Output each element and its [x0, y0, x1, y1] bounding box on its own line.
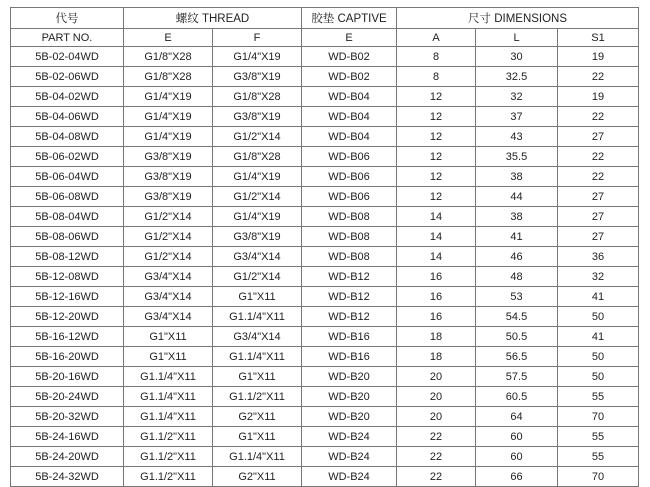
table-row — [11, 347, 639, 367]
cell-thread-e: G1/4"X19 — [124, 127, 213, 147]
cell-s1: 36 — [558, 247, 639, 267]
cell-part-no: 5B-12-20WD — [11, 307, 124, 327]
cell-thread-e: G1/2"X14 — [124, 247, 213, 267]
cell-part-no: 5B-08-06WD — [11, 227, 124, 247]
cell-s1: 41 — [558, 287, 639, 307]
cell-a: 8 — [397, 67, 476, 87]
cell-l: 50.5 — [476, 327, 558, 347]
cell-a: 14 — [397, 247, 476, 267]
cell-s1: 19 — [558, 87, 639, 107]
header-s1: S1 — [558, 29, 639, 47]
cell-thread-e: G1.1/2"X11 — [124, 427, 213, 447]
cell-thread-e: G3/4"X14 — [124, 287, 213, 307]
table-row — [11, 247, 639, 267]
cell-part-no: 5B-04-02WD — [11, 87, 124, 107]
cell-thread-f: G2"X11 — [213, 407, 302, 427]
cell-a: 14 — [397, 207, 476, 227]
cell-thread-f: G1"X11 — [213, 367, 302, 387]
cell-thread-e: G3/4"X14 — [124, 267, 213, 287]
cell-l: 43 — [476, 127, 558, 147]
cell-l: 53 — [476, 287, 558, 307]
table-row — [11, 127, 639, 147]
cell-part-no: 5B-06-08WD — [11, 187, 124, 207]
cell-captive: WD-B12 — [302, 287, 397, 307]
cell-thread-e: G1/4"X19 — [124, 107, 213, 127]
cell-thread-e: G1.1/4"X11 — [124, 387, 213, 407]
cell-a: 12 — [397, 147, 476, 167]
cell-captive: WD-B20 — [302, 367, 397, 387]
cell-part-no: 5B-04-06WD — [11, 107, 124, 127]
cell-l: 38 — [476, 167, 558, 187]
cell-thread-f: G3/8"X19 — [213, 227, 302, 247]
cell-part-no: 5B-20-16WD — [11, 367, 124, 387]
cell-captive: WD-B06 — [302, 187, 397, 207]
cell-a: 8 — [397, 47, 476, 67]
cell-part-no: 5B-12-08WD — [11, 267, 124, 287]
cell-part-no: 5B-06-04WD — [11, 167, 124, 187]
cell-captive: WD-B04 — [302, 87, 397, 107]
cell-captive: WD-B06 — [302, 167, 397, 187]
cell-a: 22 — [397, 467, 476, 487]
cell-thread-e: G1.1/4"X11 — [124, 407, 213, 427]
table-row — [11, 447, 639, 467]
cell-captive: WD-B04 — [302, 127, 397, 147]
cell-captive: WD-B24 — [302, 467, 397, 487]
cell-a: 22 — [397, 447, 476, 467]
cell-captive: WD-B04 — [302, 107, 397, 127]
cell-part-no: 5B-24-16WD — [11, 427, 124, 447]
cell-thread-e: G1"X11 — [124, 347, 213, 367]
cell-s1: 22 — [558, 167, 639, 187]
cell-s1: 50 — [558, 367, 639, 387]
cell-thread-f: G1/4"X19 — [213, 167, 302, 187]
cell-captive: WD-B16 — [302, 347, 397, 367]
table-row — [11, 87, 639, 107]
cell-a: 20 — [397, 387, 476, 407]
cell-a: 12 — [397, 127, 476, 147]
header-row-columns — [11, 29, 639, 47]
cell-captive: WD-B02 — [302, 67, 397, 87]
header-captive-e: E — [302, 29, 397, 47]
cell-thread-e: G3/8"X19 — [124, 187, 213, 207]
cell-thread-f: G3/8"X19 — [213, 107, 302, 127]
cell-thread-f: G1.1/4"X11 — [213, 307, 302, 327]
cell-thread-e: G1.1/4"X11 — [124, 367, 213, 387]
cell-captive: WD-B02 — [302, 47, 397, 67]
cell-a: 20 — [397, 367, 476, 387]
cell-part-no: 5B-12-16WD — [11, 287, 124, 307]
cell-part-no: 5B-20-32WD — [11, 407, 124, 427]
cell-thread-e: G1/2"X14 — [124, 227, 213, 247]
cell-a: 16 — [397, 287, 476, 307]
cell-thread-e: G3/8"X19 — [124, 147, 213, 167]
cell-part-no: 5B-24-32WD — [11, 467, 124, 487]
cell-part-no: 5B-04-08WD — [11, 127, 124, 147]
cell-thread-e: G1"X11 — [124, 327, 213, 347]
cell-part-no: 5B-24-20WD — [11, 447, 124, 467]
cell-l: 60.5 — [476, 387, 558, 407]
cell-part-no: 5B-08-12WD — [11, 247, 124, 267]
table-row — [11, 227, 639, 247]
cell-thread-f: G1.1/4"X11 — [213, 347, 302, 367]
cell-l: 60 — [476, 427, 558, 447]
cell-captive: WD-B08 — [302, 207, 397, 227]
cell-l: 54.5 — [476, 307, 558, 327]
cell-captive: WD-B24 — [302, 447, 397, 467]
cell-captive: WD-B08 — [302, 227, 397, 247]
spec-table — [10, 7, 639, 487]
cell-thread-f: G3/4"X14 — [213, 327, 302, 347]
cell-l: 64 — [476, 407, 558, 427]
cell-thread-f: G1/2"X14 — [213, 267, 302, 287]
cell-s1: 50 — [558, 307, 639, 327]
cell-s1: 70 — [558, 407, 639, 427]
cell-thread-f: G2"X11 — [213, 467, 302, 487]
cell-thread-e: G1/4"X19 — [124, 87, 213, 107]
cell-s1: 27 — [558, 227, 639, 247]
cell-l: 32 — [476, 87, 558, 107]
cell-thread-f: G1.1/2"X11 — [213, 387, 302, 407]
cell-part-no: 5B-02-06WD — [11, 67, 124, 87]
table-row — [11, 307, 639, 327]
header-captive-group: 胶垫 CAPTIVE — [302, 8, 397, 29]
cell-part-no: 5B-16-12WD — [11, 327, 124, 347]
cell-thread-e: G1/8"X28 — [124, 47, 213, 67]
table-row — [11, 207, 639, 227]
table-row — [11, 387, 639, 407]
cell-captive: WD-B20 — [302, 407, 397, 427]
cell-captive: WD-B06 — [302, 147, 397, 167]
cell-captive: WD-B12 — [302, 307, 397, 327]
cell-l: 30 — [476, 47, 558, 67]
spec-table-body — [11, 47, 639, 487]
header-thread-e: E — [124, 29, 213, 47]
cell-thread-e: G1/2"X14 — [124, 207, 213, 227]
cell-thread-f: G1/8"X28 — [213, 147, 302, 167]
cell-s1: 22 — [558, 147, 639, 167]
cell-captive: WD-B24 — [302, 427, 397, 447]
cell-thread-f: G1"X11 — [213, 287, 302, 307]
cell-thread-f: G1.1/4"X11 — [213, 447, 302, 467]
cell-thread-e: G1.1/2"X11 — [124, 447, 213, 467]
cell-part-no: 5B-20-24WD — [11, 387, 124, 407]
cell-thread-e: G1/8"X28 — [124, 67, 213, 87]
cell-part-no: 5B-08-04WD — [11, 207, 124, 227]
cell-a: 12 — [397, 187, 476, 207]
table-row — [11, 267, 639, 287]
cell-s1: 55 — [558, 427, 639, 447]
cell-a: 12 — [397, 107, 476, 127]
cell-a: 20 — [397, 407, 476, 427]
cell-part-no: 5B-06-02WD — [11, 147, 124, 167]
cell-s1: 27 — [558, 127, 639, 147]
cell-captive: WD-B08 — [302, 247, 397, 267]
cell-captive: WD-B20 — [302, 387, 397, 407]
cell-part-no: 5B-02-04WD — [11, 47, 124, 67]
header-l: L — [476, 29, 558, 47]
header-row-groups — [11, 8, 639, 29]
cell-s1: 27 — [558, 187, 639, 207]
header-part-no: PART NO. — [11, 29, 124, 47]
header-thread-group: 螺纹 THREAD — [124, 8, 302, 29]
cell-l: 44 — [476, 187, 558, 207]
cell-a: 16 — [397, 307, 476, 327]
table-row — [11, 147, 639, 167]
cell-a: 16 — [397, 267, 476, 287]
cell-thread-f: G3/8"X19 — [213, 67, 302, 87]
cell-s1: 55 — [558, 447, 639, 467]
table-row — [11, 427, 639, 447]
table-row — [11, 187, 639, 207]
cell-part-no: 5B-16-20WD — [11, 347, 124, 367]
cell-l: 38 — [476, 207, 558, 227]
cell-l: 46 — [476, 247, 558, 267]
cell-l: 35.5 — [476, 147, 558, 167]
header-a: A — [397, 29, 476, 47]
cell-s1: 50 — [558, 347, 639, 367]
table-row — [11, 327, 639, 347]
cell-a: 12 — [397, 87, 476, 107]
cell-s1: 19 — [558, 47, 639, 67]
cell-s1: 70 — [558, 467, 639, 487]
cell-thread-e: G3/8"X19 — [124, 167, 213, 187]
header-dimensions-group: 尺寸 DIMENSIONS — [397, 8, 639, 29]
table-row — [11, 167, 639, 187]
cell-s1: 32 — [558, 267, 639, 287]
cell-thread-e: G1.1/2"X11 — [124, 467, 213, 487]
cell-l: 32.5 — [476, 67, 558, 87]
cell-thread-f: G1/4"X19 — [213, 47, 302, 67]
cell-captive: WD-B12 — [302, 267, 397, 287]
cell-a: 18 — [397, 347, 476, 367]
table-row — [11, 367, 639, 387]
cell-thread-f: G1"X11 — [213, 427, 302, 447]
cell-s1: 22 — [558, 107, 639, 127]
cell-a: 14 — [397, 227, 476, 247]
table-row — [11, 67, 639, 87]
header-part-group: 代号 — [11, 8, 124, 29]
cell-s1: 22 — [558, 67, 639, 87]
cell-l: 41 — [476, 227, 558, 247]
cell-s1: 27 — [558, 207, 639, 227]
cell-s1: 55 — [558, 387, 639, 407]
table-row — [11, 47, 639, 67]
cell-a: 12 — [397, 167, 476, 187]
cell-l: 56.5 — [476, 347, 558, 367]
cell-thread-e: G3/4"X14 — [124, 307, 213, 327]
table-row — [11, 107, 639, 127]
cell-l: 66 — [476, 467, 558, 487]
cell-l: 48 — [476, 267, 558, 287]
cell-l: 57.5 — [476, 367, 558, 387]
cell-l: 37 — [476, 107, 558, 127]
cell-thread-f: G1/4"X19 — [213, 207, 302, 227]
table-row — [11, 467, 639, 487]
cell-captive: WD-B16 — [302, 327, 397, 347]
cell-thread-f: G3/4"X14 — [213, 247, 302, 267]
cell-a: 18 — [397, 327, 476, 347]
cell-thread-f: G1/2"X14 — [213, 127, 302, 147]
cell-l: 60 — [476, 447, 558, 467]
cell-thread-f: G1/8"X28 — [213, 87, 302, 107]
cell-s1: 41 — [558, 327, 639, 347]
table-row — [11, 287, 639, 307]
header-thread-f: F — [213, 29, 302, 47]
cell-a: 22 — [397, 427, 476, 447]
table-row — [11, 407, 639, 427]
cell-thread-f: G1/2"X14 — [213, 187, 302, 207]
